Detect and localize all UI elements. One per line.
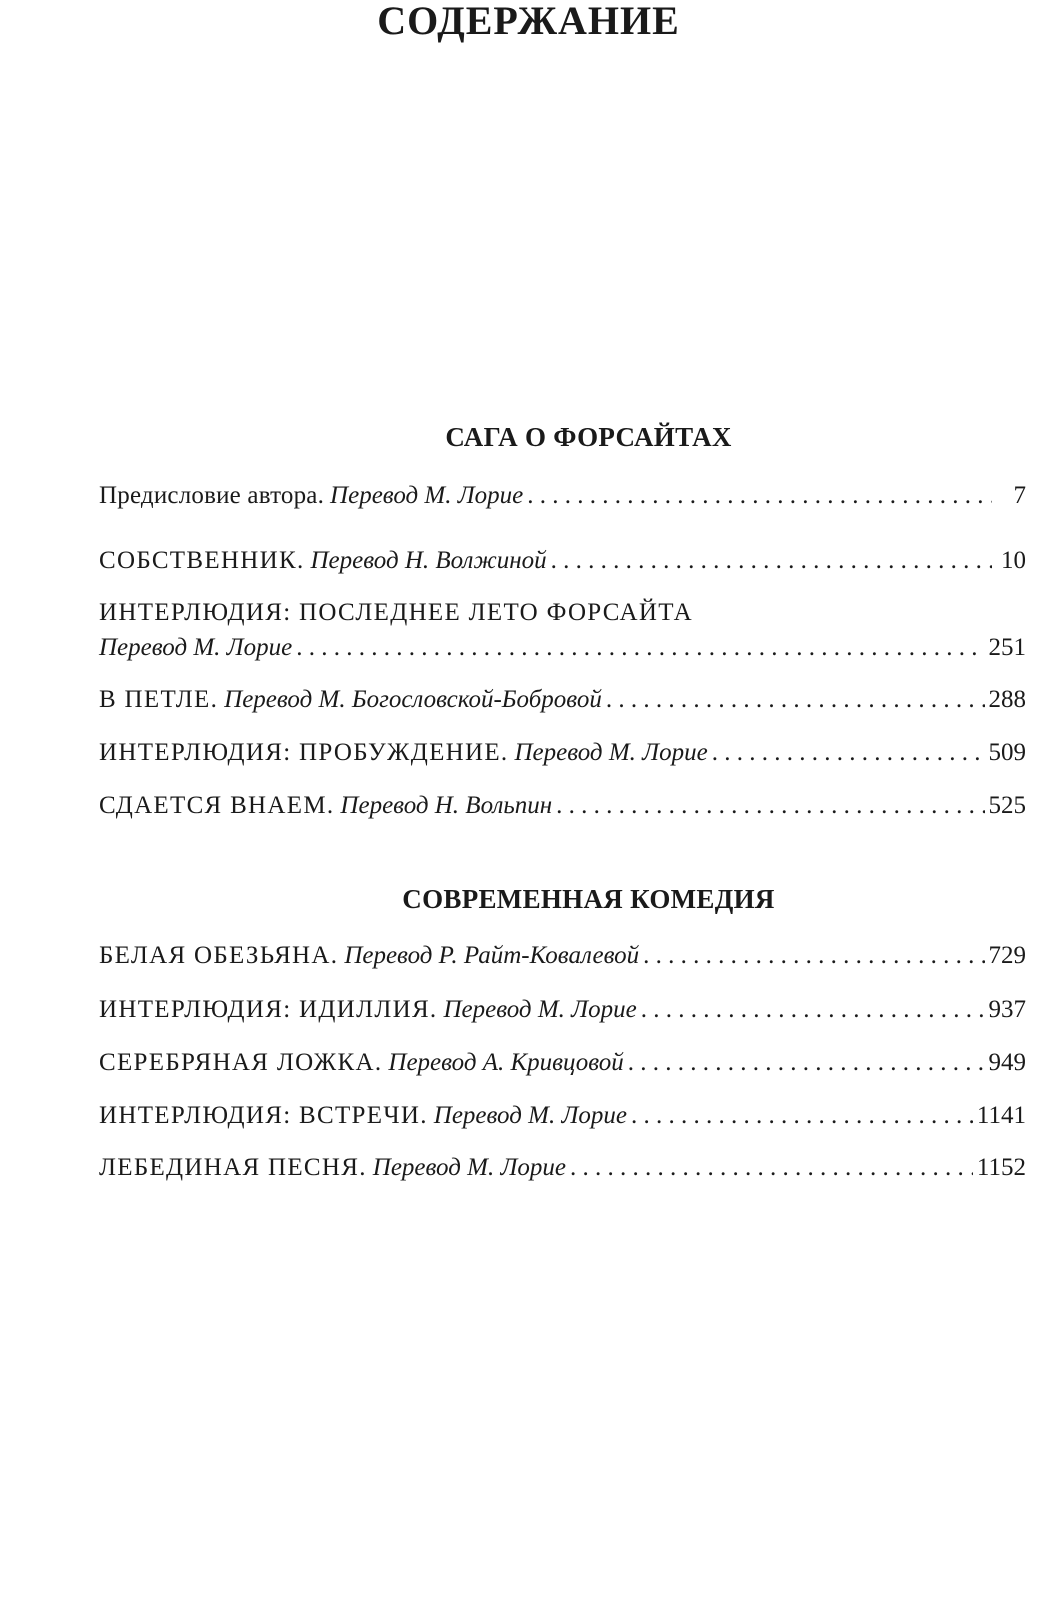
toc-entry-page: 937: [988, 996, 1026, 1023]
toc-entry-title: СЕРЕБРЯНАЯ ЛОЖКА.: [99, 1049, 383, 1076]
toc-entry-translator: Перевод М. Лорие: [514, 739, 708, 766]
dot-leader: [628, 1047, 985, 1079]
toc-entry: [99, 994, 1026, 1026]
toc-entry-page: 509: [988, 739, 1026, 766]
toc-entry-page: 1152: [976, 1154, 1026, 1181]
toc-entry: [99, 632, 1026, 664]
toc-entry-title: ИНТЕРЛЮДИЯ: ВСТРЕЧИ.: [99, 1102, 428, 1129]
toc-entry-page: 288: [988, 686, 1026, 713]
toc-entry: [99, 545, 1026, 577]
toc-entry-page: 7: [1013, 482, 1026, 509]
dot-leader: [606, 684, 985, 716]
toc-entry-title: БЕЛАЯ ОБЕЗЬЯНА.: [99, 942, 339, 969]
toc-entry-translator: Перевод М. Лорие: [330, 482, 524, 509]
toc-entry-title: СДАЕТСЯ ВНАЕМ.: [99, 792, 335, 819]
toc-entry-translator: Перевод М. Лорие: [443, 996, 637, 1023]
toc-entry-page: 949: [988, 1049, 1026, 1076]
dot-leader: [643, 940, 984, 972]
toc-entry: [99, 1047, 1026, 1079]
toc-entry-translator: Перевод М. Богословской-Бобровой: [224, 686, 602, 713]
toc-entry-title: ЛЕБЕДИНАЯ ПЕСНЯ.: [99, 1154, 367, 1181]
section-heading-saga: САГА О ФОРСАЙТАХ: [445, 422, 732, 452]
toc-entry: [99, 1152, 1026, 1184]
toc-entry: [99, 684, 1026, 716]
toc-entry-page: 525: [988, 792, 1026, 819]
toc-entry-page: 729: [988, 942, 1026, 969]
toc-entry: [99, 940, 1026, 972]
toc-entry-title: Предисловие автора.: [99, 482, 325, 509]
dot-leader: [296, 632, 984, 664]
dot-leader: [551, 545, 992, 577]
toc-entry-title: СОБСТВЕННИК.: [99, 547, 305, 574]
toc-entry-title: ИНТЕРЛЮДИЯ: ИДИЛЛИЯ.: [99, 996, 438, 1023]
toc-entry-page: 251: [988, 634, 1026, 661]
toc-entry: [99, 737, 1026, 769]
toc-entry: [99, 1100, 1026, 1132]
dot-leader: [641, 994, 985, 1026]
dot-leader: [556, 790, 984, 822]
toc-entry-page: 10: [1001, 547, 1026, 574]
toc-entry-translator: Перевод М. Лорие: [99, 634, 293, 661]
page-title: СОДЕРЖАНИЕ: [377, 0, 680, 43]
toc-entry-translator: Перевод Н. Вольпин: [340, 792, 553, 819]
dot-leader: [631, 1100, 973, 1132]
dot-leader: [570, 1152, 973, 1184]
dot-leader: [527, 480, 992, 512]
toc-entry-title: В ПЕТЛЕ.: [99, 686, 219, 713]
section-heading-comedy: СОВРЕМЕННАЯ КОМЕДИЯ: [402, 884, 775, 914]
dot-leader: [712, 737, 985, 769]
toc-entry: [99, 790, 1026, 822]
toc-entry-translator: Перевод М. Лорие: [372, 1154, 566, 1181]
toc-entry-page: 1141: [976, 1102, 1026, 1129]
toc-entry-translator: Перевод А. Кривцовой: [388, 1049, 624, 1076]
toc-entry-translator: Перевод М. Лорие: [433, 1102, 627, 1129]
toc-entry-translator: Перевод Н. Волжиной: [310, 547, 547, 574]
toc-entry-title: ИНТЕРЛЮДИЯ: ПОСЛЕДНЕЕ ЛЕТО ФОРСАЙТА: [99, 599, 693, 626]
toc-entry-title: ИНТЕРЛЮДИЯ: ПРОБУЖДЕНИЕ.: [99, 739, 509, 766]
toc-entry-translator: Перевод Р. Райт-Ковалевой: [344, 942, 640, 969]
toc-entry: [99, 480, 1026, 512]
